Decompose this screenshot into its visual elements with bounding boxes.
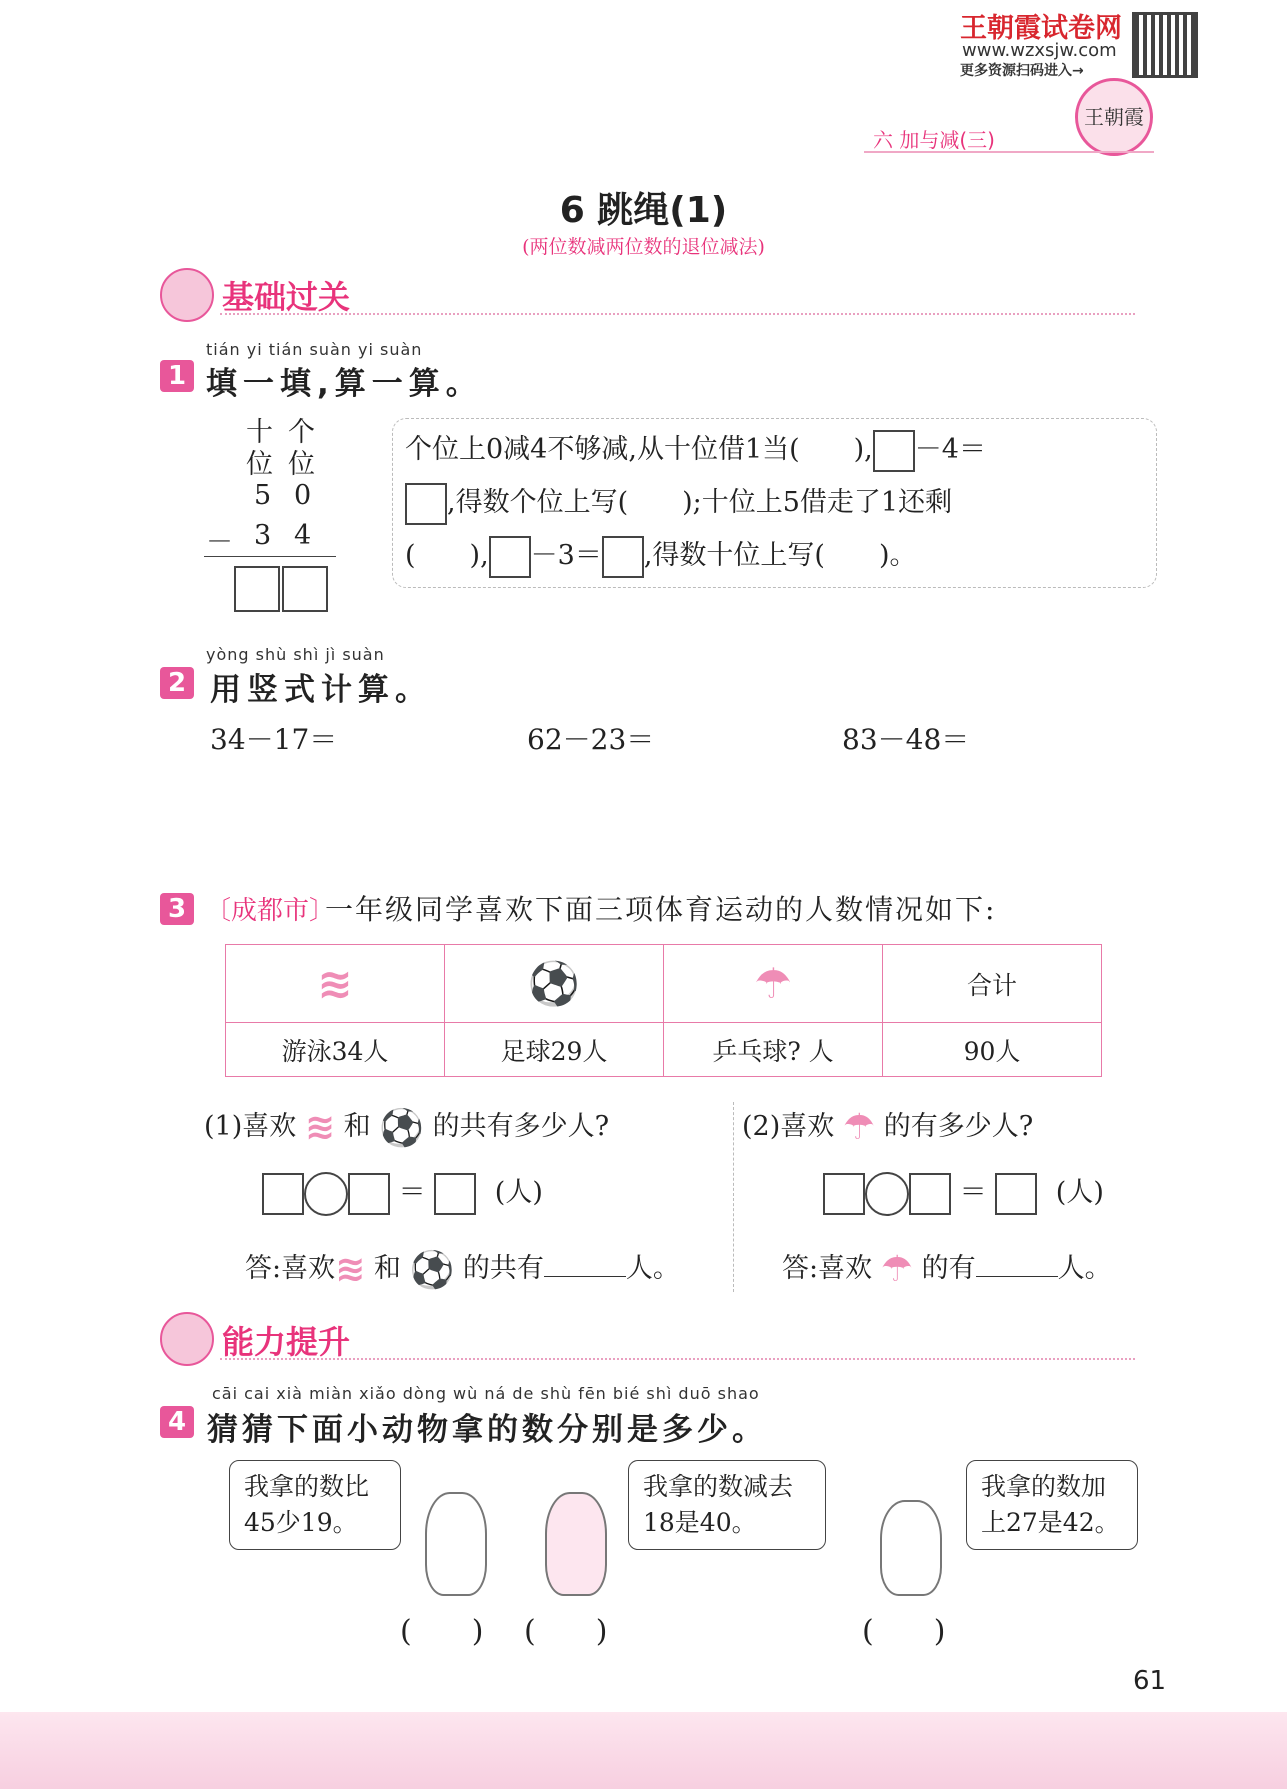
swim-count: 游泳34人 [226,1023,445,1077]
q1-text-c: ,得数个位上写( );十位上5借走了1还剩 [447,487,953,518]
a2-pre: 答:喜欢 [782,1253,873,1284]
sports-table [225,944,1102,1077]
a1-and: 和 [373,1253,401,1284]
q3-divider [733,1102,734,1292]
section-advance-title: 能力提升 [222,1323,351,1361]
seal-text: 王朝霞 [1084,105,1144,129]
speech-bubble-cat [966,1460,1138,1550]
minuend-ones: 0 [294,480,312,511]
a2-blank[interactable] [976,1250,1058,1277]
p2-operator-circle[interactable] [865,1172,909,1216]
q1-line-2 [405,476,1144,529]
p1-pre: (1)喜欢 [204,1111,297,1142]
q3-source: 〔成都市〕 [205,896,336,926]
p2-box-1[interactable] [823,1173,865,1215]
swim-icon: ≋ [317,959,353,1008]
q1-text-e: －3＝ [530,540,602,571]
q1-box-3[interactable] [489,536,531,578]
p2-post: 的有多少人? [883,1111,1034,1142]
q3-part1-question [204,1104,609,1149]
bubble-cat-line-1: 我拿的数加 [981,1472,1107,1501]
dog-icon [425,1492,487,1596]
minus-sign: － [206,527,233,558]
total-header: 合计 [883,945,1102,1023]
p1-box-1[interactable] [262,1173,304,1215]
q1-line-3 [405,529,1144,582]
q3-part2-answer [782,1246,1112,1290]
q2-problem-3: 83－48＝ [842,723,970,756]
q4-number-badge: 4 [160,1406,194,1438]
seal-logo [1075,78,1153,156]
speech-bubble-dog [229,1460,401,1550]
q1-box-2[interactable] [405,483,447,525]
chapter-underline [864,151,1154,153]
q1-box-1[interactable] [873,430,915,472]
q2-title: 用竖式计算。 [210,672,432,708]
q2-problem-2: 62－23＝ [527,723,655,756]
pingpong-count: 乒乓球? 人 [664,1023,883,1077]
q1-number-badge: 1 [160,360,194,392]
a1-blank[interactable] [544,1250,626,1277]
bubble-pig-line-2: 18是40。 [643,1508,757,1537]
chapter-label: 六 加与减(三) [873,128,995,152]
p1-box-2[interactable] [348,1173,390,1215]
q4-pinyin: cāi cai xià miàn xiǎo dòng wù ná de shù fēn bié shì duō shao [212,1384,760,1403]
qr-code-icon [1132,12,1198,78]
answer-box-tens[interactable] [234,566,280,612]
q1-text-d: ( ), [405,540,489,571]
q3-part2-equation [823,1170,1104,1216]
a1-end: 人。 [625,1253,680,1284]
p1-box-3[interactable] [434,1173,476,1215]
swim-icon-p1: ≋ [304,1107,336,1148]
swim-icon-a1: ≋ [335,1249,366,1290]
p2-box-3[interactable] [995,1173,1037,1215]
pig-icon [545,1492,607,1596]
mascot-basic-icon [160,268,214,322]
q3-number-badge: 3 [160,893,194,925]
place-label-tens-2: 位 [246,449,273,480]
q1-box-4[interactable] [602,536,644,578]
q2-pinyin: yòng shù shì jì suàn [206,645,385,664]
place-label-ones: 个 [288,417,315,448]
pingpong-icon: ☂ [754,959,792,1008]
pingpong-icon-a2: ☂ [880,1249,913,1290]
p2-unit: (人) [1055,1177,1104,1208]
page-number: 61 [1133,1666,1167,1696]
pingpong-icon-p2: ☂ [842,1107,876,1148]
vertical-subtraction [200,408,340,618]
p1-operator-circle[interactable] [304,1172,348,1216]
soccer-count: 足球29人 [445,1023,664,1077]
q1-title: 填一填,算一算。 [206,366,483,402]
swim-cell [226,945,445,1023]
a2-end: 人。 [1057,1253,1112,1284]
answer-blank-dog[interactable]: ( ) [400,1614,484,1649]
a1-mid: 的共有 [462,1253,544,1284]
p2-pre: (2)喜欢 [742,1111,835,1142]
p2-eq: ＝ [959,1177,987,1208]
p2-box-2[interactable] [909,1173,951,1215]
subtrahend-tens: 3 [254,520,272,551]
p1-post: 的共有多少人? [432,1111,610,1142]
a1-pre: 答:喜欢 [245,1253,336,1284]
q3-part2-question [742,1104,1033,1148]
q1-text-a: 个位上0减4不够减,从十位借1当( ), [405,434,873,465]
q3-part1-answer [245,1246,680,1291]
lesson-title: 6 跳绳(1) [559,190,728,231]
answer-blank-cat[interactable]: ( ) [862,1614,946,1649]
soccer-cell [445,945,664,1023]
subtrahend-ones: 4 [294,520,312,551]
footer-band [0,1712,1287,1789]
q1-pinyin: tián yi tián suàn yi suàn [206,340,423,359]
brand-url: www.wzxsjw.com [962,40,1117,61]
cat-icon [880,1500,942,1596]
place-label-tens: 十 [246,417,273,448]
brand-title: 王朝霞试卷网 [960,13,1122,44]
q2-problem-1: 34－17＝ [210,723,338,756]
q3-part1-equation [262,1170,543,1216]
q1-text-f: ,得数十位上写( )。 [643,540,917,571]
sum-line [204,556,336,557]
q1-line-1 [405,423,1144,476]
minuend-tens: 5 [254,480,272,511]
lesson-subtitle: (两位数减两位数的退位减法) [522,236,765,258]
answer-blank-pig[interactable]: ( ) [524,1614,608,1649]
bubble-dog-line-1: 我拿的数比 [244,1472,370,1501]
p1-and: 和 [343,1111,371,1142]
mascot-advance-icon [160,1312,214,1366]
section-basic-divider [220,313,1135,315]
section-basic-title: 基础过关 [222,278,351,316]
speech-bubble-pig [628,1460,826,1550]
total-count: 90人 [883,1023,1102,1077]
q1-explanation-panel [392,418,1157,588]
place-label-ones-2: 位 [288,449,315,480]
q3-title: 一年级同学喜欢下面三项体育运动的人数情况如下: [325,893,997,926]
pingpong-cell [664,945,883,1023]
bubble-cat-line-2: 上27是42。 [981,1508,1120,1537]
q1-text-b: －4＝ [914,434,986,465]
bubble-pig-line-1: 我拿的数减去 [643,1472,794,1501]
scan-tip: 更多资源扫码进入→ [960,63,1084,79]
a2-mid: 的有 [921,1253,976,1284]
section-advance-divider [220,1358,1135,1360]
p1-unit: (人) [494,1177,543,1208]
q4-title: 猜猜下面小动物拿的数分别是多少。 [207,1412,767,1448]
soccer-icon-a1: ⚽ [409,1249,455,1291]
p1-eq: ＝ [398,1177,426,1208]
bubble-dog-line-2: 45少19。 [244,1508,358,1537]
q2-number-badge: 2 [160,667,194,699]
soccer-icon: ⚽ [527,958,581,1008]
answer-box-ones[interactable] [282,566,328,612]
soccer-icon-p1: ⚽ [379,1107,425,1149]
